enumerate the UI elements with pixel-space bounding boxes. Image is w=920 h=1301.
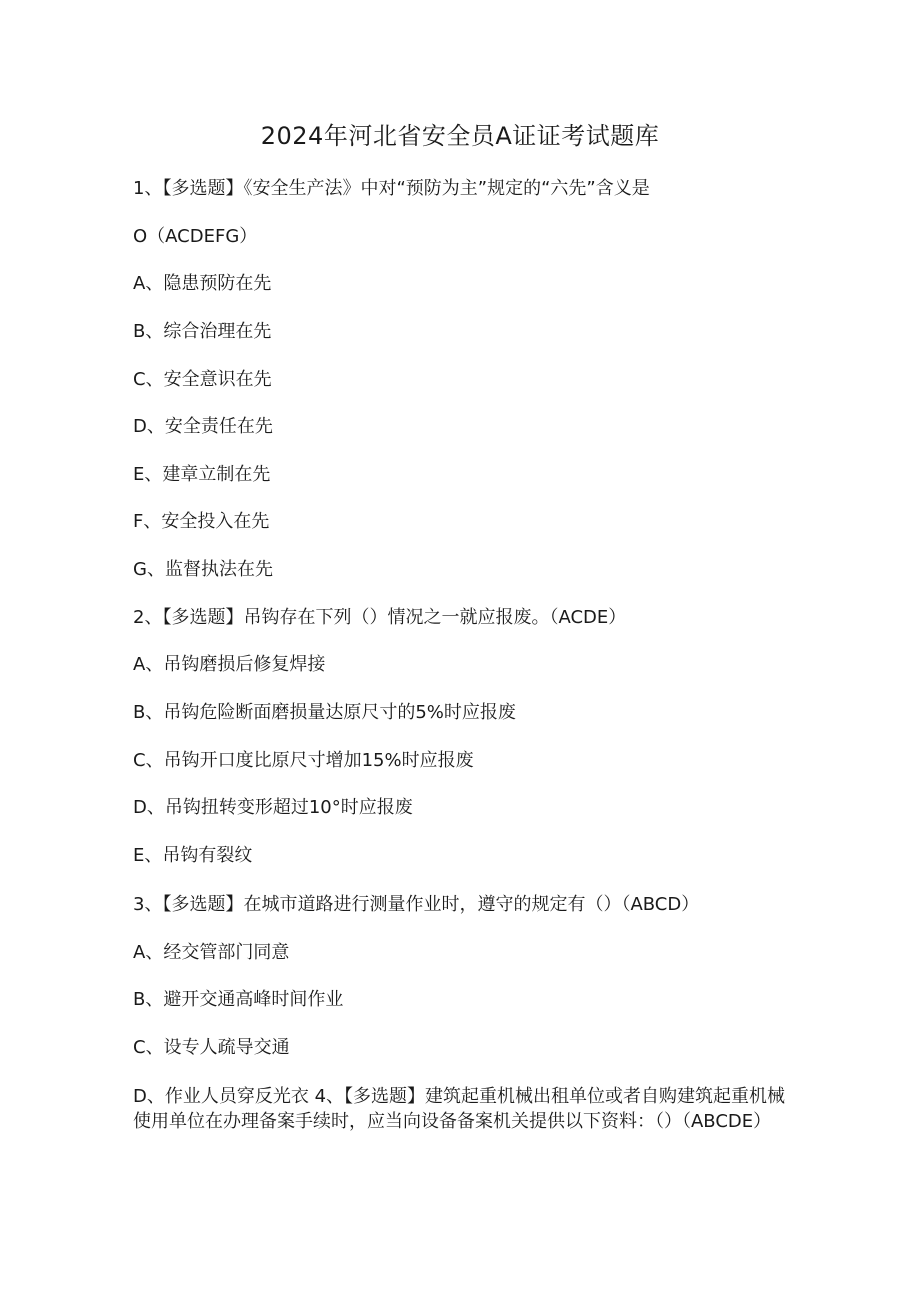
question-1-option-e: E、建章立制在先 xyxy=(133,464,271,485)
question-2-option-e: E、吊钩有裂纹 xyxy=(133,845,253,866)
question-1-option-b: B、综合治理在先 xyxy=(133,321,272,342)
question-1-answer: O（ACDEFG） xyxy=(133,226,258,247)
question-1-option-a: A、隐患预防在先 xyxy=(133,273,272,294)
question-1-option-g: G、监督执法在先 xyxy=(133,559,273,580)
question-3-option-c: C、设专人疏导交通 xyxy=(133,1037,290,1058)
question-1-stem: 1、【多选题】《安全生产法》中对“预防为主”规定的“六先”含义是 xyxy=(133,178,650,199)
question-1-option-f: F、安全投入在先 xyxy=(133,511,270,532)
document-title: 2024年河北省安全员A证证考试题库 xyxy=(260,122,660,150)
question-2-option-b: B、吊钩危险断面磨损量达原尺寸的5%时应报废 xyxy=(133,702,516,723)
question-1-option-c: C、安全意识在先 xyxy=(133,369,272,390)
question-3-stem: 3、【多选题】在城市道路进行测量作业时，遵守的规定有（）（ABCD） xyxy=(133,894,700,915)
question-1-option-d: D、安全责任在先 xyxy=(133,416,273,437)
question-3-option-d-and-question-4: D、作业人员穿反光衣 4、【多选题】建筑起重机械出租单位或者自购建筑起重机械使用单位在办理备案手续时，应当向设备备案机关提供以下资料：（）（ABCDE） xyxy=(133,1086,786,1132)
question-2-option-d: D、吊钩扭转变形超过10°时应报废 xyxy=(133,797,413,818)
question-3-option-b: B、避开交通高峰时间作业 xyxy=(133,989,344,1010)
question-3-option-a: A、经交管部门同意 xyxy=(133,942,290,963)
question-2-option-c: C、吊钩开口度比原尺寸增加15%时应报废 xyxy=(133,750,474,771)
question-2-stem: 2、【多选题】吊钩存在下列（）情况之一就应报废。（ACDE） xyxy=(133,607,627,628)
question-2-option-a: A、吊钩磨损后修复焊接 xyxy=(133,654,326,675)
